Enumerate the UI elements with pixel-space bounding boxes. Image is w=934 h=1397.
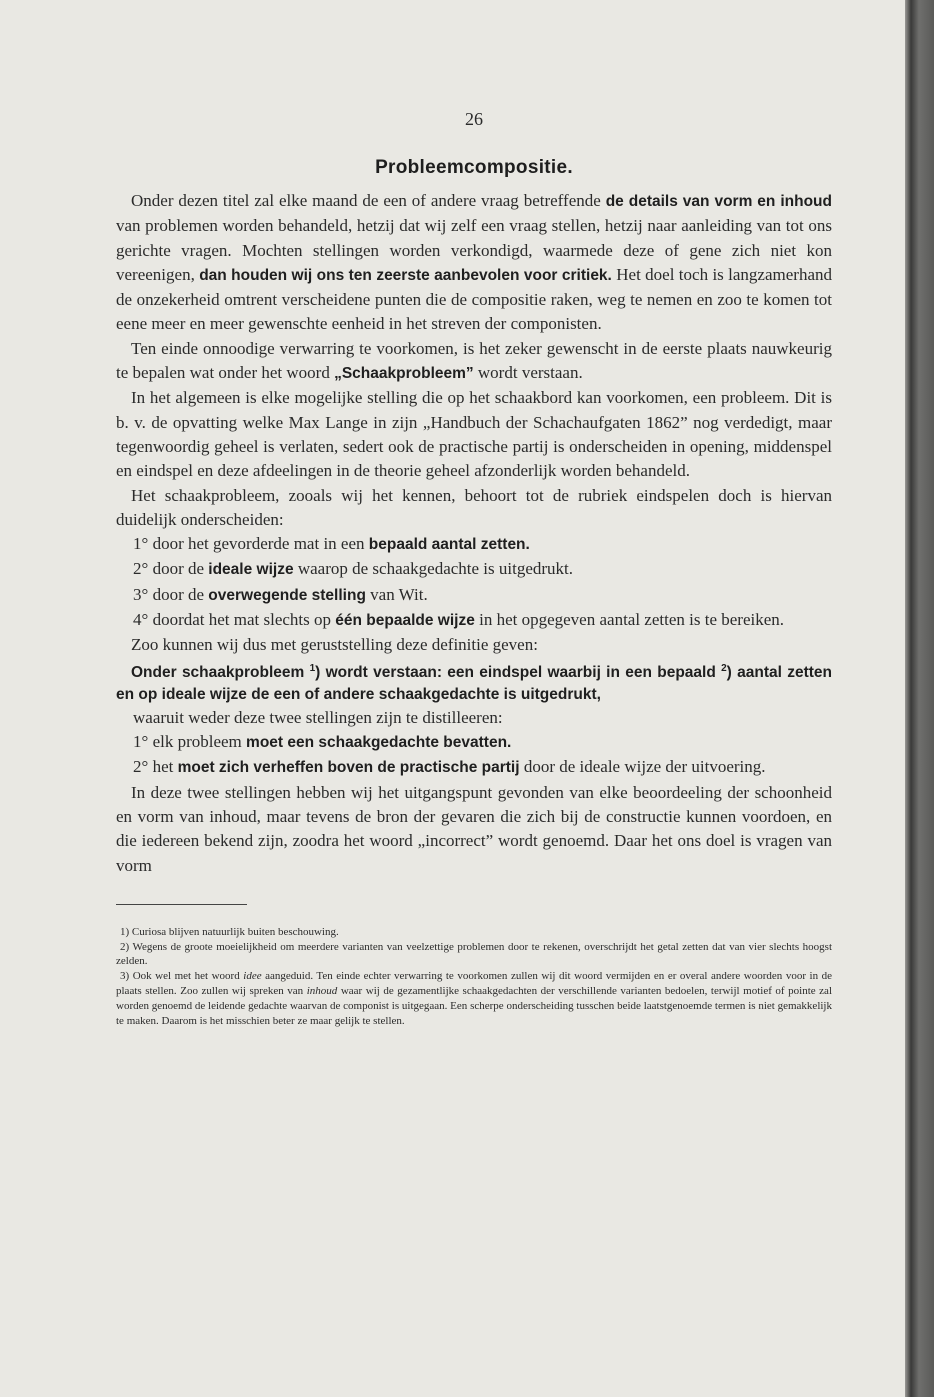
page-number: 26 bbox=[465, 109, 483, 129]
list-text: het bbox=[148, 757, 178, 777]
intro-text-1: Onder dezen titel zal elke maand de een of andere vraag betreffende bbox=[131, 191, 606, 210]
list-item bbox=[116, 583, 832, 608]
page-title: Probleemcompositie. bbox=[375, 157, 573, 178]
list-text: door de ideale wijze der uitvoering. bbox=[519, 757, 766, 777]
list-text: in het opgegeven aantal zetten is te bereiken. bbox=[474, 610, 785, 630]
list-item bbox=[116, 755, 832, 780]
paragraph-2 bbox=[116, 337, 832, 387]
paragraph-5: Zoo kunnen wij dus met geruststelling deze definitie geven: bbox=[131, 635, 538, 655]
intro-bold-2: dan houden wij ons ten zeerste aanbevolen voor critiek. bbox=[199, 266, 612, 284]
page-content bbox=[116, 108, 832, 1028]
definition-text-1: Onder schaakprobleem bbox=[131, 663, 310, 681]
footnote-1: 1) Curiosa blijven natuurlijk buiten beschouwing. bbox=[120, 925, 339, 938]
p2-bold: „Schaakprobleem” bbox=[334, 365, 474, 383]
list-text: van Wit. bbox=[365, 584, 428, 604]
footnote-divider bbox=[116, 904, 247, 905]
list-bold: moet zich verheffen boven de practische partij bbox=[177, 759, 520, 777]
intro-paragraph bbox=[116, 189, 832, 337]
paragraph-4: Het schaakprobleem, zooals wij het kennen, behoort tot de rubriek eindspelen doch is hiervan duidelijk onderscheiden: bbox=[116, 485, 832, 529]
definition bbox=[116, 658, 832, 706]
list-item bbox=[116, 608, 832, 633]
fn3-italic-2: inhoud bbox=[306, 985, 338, 998]
list-bold: moet een schaakgedachte bevatten. bbox=[246, 734, 512, 752]
list-number: 1° bbox=[133, 534, 149, 554]
p2-text-2: wordt verstaan. bbox=[473, 363, 583, 383]
intro-bold-1: de details van vorm en inhoud bbox=[605, 193, 832, 210]
list-number: 1° bbox=[133, 732, 149, 752]
footnote-ref-1: 1 bbox=[309, 662, 316, 674]
definition-text-2: ) wordt verstaan: een eindspel waarbij in een bepaald bbox=[315, 663, 722, 681]
page-edge-shadow bbox=[905, 0, 934, 1397]
p2-text-1: Ten einde onnoodige verwarring te voorkomen, is het zeker gewenscht in de eerste plaats nauwkeurig te bepalen wat onder het woord bbox=[116, 338, 832, 383]
intro-text-2: van problemen worden behandeld, hetzij dat wij zelf een vraag stellen, hetzij naar aanleiding van tot ons gerichte vragen. Mochten stellingen worden verkondigd, waarmede deze of gene zich niet kon vereenigen, bbox=[116, 216, 832, 284]
footnote-ref-2: 2 bbox=[721, 662, 727, 674]
list-number: 2° bbox=[133, 757, 149, 777]
intro-text-3: Het doel toch is langzamerhand de onzekerheid omtrent verscheidene punten die de compositie raken, weg te nemen en zoo te komen tot eene meer en meer gewenschte eenheid in het streven der componisten. bbox=[116, 264, 832, 334]
fn3-italic-1: idee bbox=[243, 970, 262, 983]
list-text: door de bbox=[148, 559, 209, 579]
paragraph-3: In het algemeen is elke mogelijke stelling die op het schaakbord kan voorkomen, een probleem. Dit is b. v. de opvatting welke Max Lange in zijn „Handbuch der Schachaufgaten 1862” nog verdedigt, maar tegenwoordig geheel is verlaten, sedert ook de practische partij is onderscheiden in opening, middenspel en eindspel en deze afdeelingen in de theorie geheel afzonderlijk worden behandeld. bbox=[116, 388, 832, 481]
list-item bbox=[116, 557, 832, 582]
footnote-2: 2) Wegens de groote moeielijkheid om meerdere varianten van veelzettige problemen door te rekenen, overschrijdt het getal zetten dat van vier slechts hoogst zelden. bbox=[116, 940, 832, 968]
paragraph-7: In deze twee stellingen hebben wij het uitgangspunt gevonden van elke beoordeeling der schoonheid en vorm van inhoud, maar tevens de bron der gevaren die zich bij de constructie kunnen voordoen, en die iedereen bekend zijn, zoodra het woord „incorrect” wordt genoemd. Daar het ons doel is vragen van vorm bbox=[116, 782, 832, 875]
paragraph-6: waaruit weder deze twee stellingen zijn te distilleeren: bbox=[133, 707, 503, 727]
list-text: door het gevorderde mat in een bbox=[148, 534, 369, 554]
fn3-text-1: 3) Ook wel met het woord bbox=[120, 970, 244, 983]
definition-text-3: ) aantal zetten en op ideale wijze de een of andere schaakgedachte is uitgedrukt, bbox=[116, 663, 832, 703]
list-bold: overwegende stelling bbox=[208, 586, 366, 604]
list-bold: ideale wijze bbox=[208, 561, 294, 579]
list-number: 2° bbox=[133, 559, 149, 579]
list-number: 4° bbox=[133, 610, 149, 630]
list-item bbox=[116, 532, 832, 557]
list-text: waarop de schaakgedachte is uitgedrukt. bbox=[293, 559, 574, 579]
list-text: elk probleem bbox=[148, 732, 247, 752]
list-number: 3° bbox=[133, 584, 149, 604]
footnote-3 bbox=[116, 969, 832, 1028]
list-bold: bepaald aantal zetten. bbox=[368, 536, 530, 554]
list-text: doordat het mat slechts op bbox=[148, 610, 336, 630]
fn3-text-3: waar wij de gezamentlijke schaakgedachten der verschillende varianten bedoelen, terwijl motief of pointe zal worden genoemd de leidende gedachte waarvan de componist is uitgegaan. Een scherpe onderscheiding tusschen beide laatstgenoemde termen is niet gemakkelijk te maken. Daarom is het misschien beter ze maar gelijk te stellen. bbox=[116, 985, 833, 1027]
list-bold: één bepaalde wijze bbox=[335, 612, 475, 630]
fn3-text-2: aangeduid. Ten einde echter verwarring te voorkomen zullen wij dit woord vermijden en er overal andere woorden voor in de plaats stellen. Zoo zullen wij spreken van bbox=[116, 970, 832, 998]
list-text: door de bbox=[148, 584, 209, 604]
list-item bbox=[116, 730, 832, 755]
